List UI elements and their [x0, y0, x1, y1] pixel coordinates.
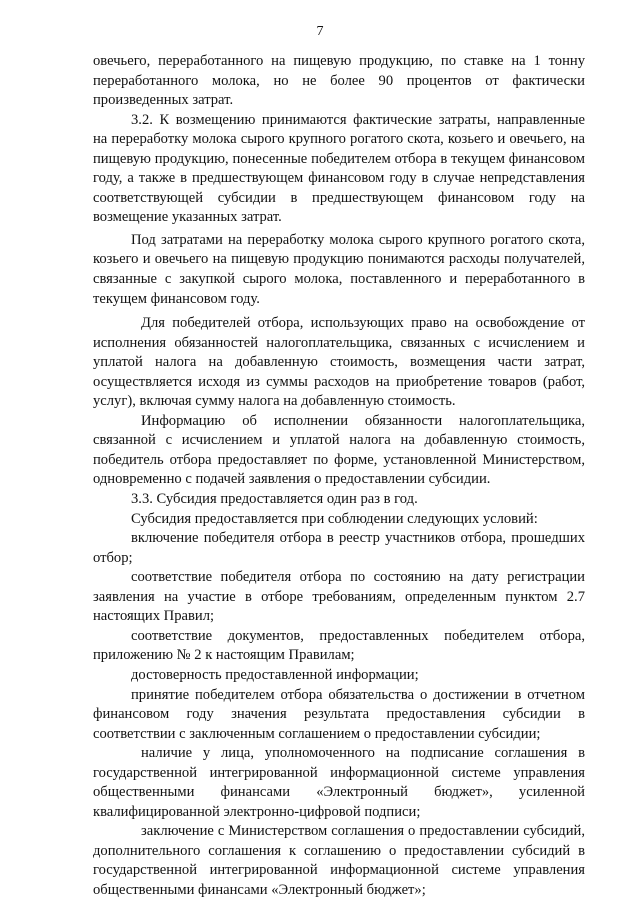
- paragraph-vat-exempt: Для победителей отбора, использующих право на освобождение от исполнения обязанностей налогоплательщика, связанных с исчислением и уплатой налога на добавленную стоимость, возмещения части затрат, осуществляется исходя из суммы расходов на приобретение товаров (работ, услуг), включая сумму налога на добавленную стоимость.: [93, 315, 585, 410]
- condition-item: соответствие документов, предоставленных победителем отбора, приложению № 2 к настоящим Правилам;: [93, 627, 585, 664]
- paragraph-3-2: 3.2. К возмещению принимаются фактические затраты, направленные на переработку молока сырого крупного рогатого скота, козьего и овечьего, на пищевую продукцию, понесенные победителем отбора в текущем финансовом году, а также в предшествующем финансовом году в случае непредставления соответствующей субсидии в предшествующем финансовом году на возмещение указанных затрат.: [93, 111, 585, 226]
- condition-item: включение победителя отбора в реестр участников отбора, прошедших отбор;: [93, 530, 585, 566]
- paragraph-conditions-intro: Субсидия предоставляется при соблюдении следующих условий:: [131, 510, 538, 527]
- paragraph-costs-definition: Под затратами на переработку молока сырого крупного рогатого скота, козьего и овечьего на пищевую продукцию понимаются расходы получателей, связанные с закупкой сырого молока, поставленного и переработанного в текущем финансовом году.: [93, 231, 585, 307]
- document-body: [93, 52, 585, 901]
- condition-item: соответствие победителя отбора по состоянию на дату регистрации заявления на участие в отборе требованиям, определенным пунктом 2.7 настоящих Правил;: [93, 569, 585, 625]
- paragraph-vat-information: Информацию об исполнении обязанности налогоплательщика, связанной с исчислением и уплатой налога на добавленную стоимость, победитель отбора предоставляет по форме, установленной Министерством, одновременно с подачей заявления о предоставлении субсидии.: [93, 412, 585, 488]
- page-number: 7: [316, 24, 324, 39]
- condition-item: заключение с Министерством соглашения о предоставлении субсидий, дополнительного соглашения к соглашению о предоставлении субсидий в государственной интегрированной информационной системе управления общественными финансами «Электронный бюджет»;: [93, 823, 585, 898]
- condition-item: принятие победителем отбора обязательства о достижении в отчетном финансовом году значения результата предоставления субсидии в соответствии с заключенным соглашением о предоставлении субсидии;: [93, 686, 585, 742]
- paragraph-continuation: овечьего, переработанного на пищевую продукцию, по ставке на 1 тонну переработанного молока, но не более 90 процентов от фактически произведенных затрат.: [93, 53, 585, 109]
- paragraph-3-3: 3.3. Субсидия предоставляется один раз в год.: [131, 491, 418, 508]
- condition-item: достоверность предоставленной информации;: [131, 666, 419, 683]
- condition-item: наличие у лица, уполномоченного на подписание соглашения в государственной интегрированной информационной системе управления общественными финансами «Электронный бюджет», усиленной квалифицированной электронно-цифровой подписи;: [93, 745, 585, 820]
